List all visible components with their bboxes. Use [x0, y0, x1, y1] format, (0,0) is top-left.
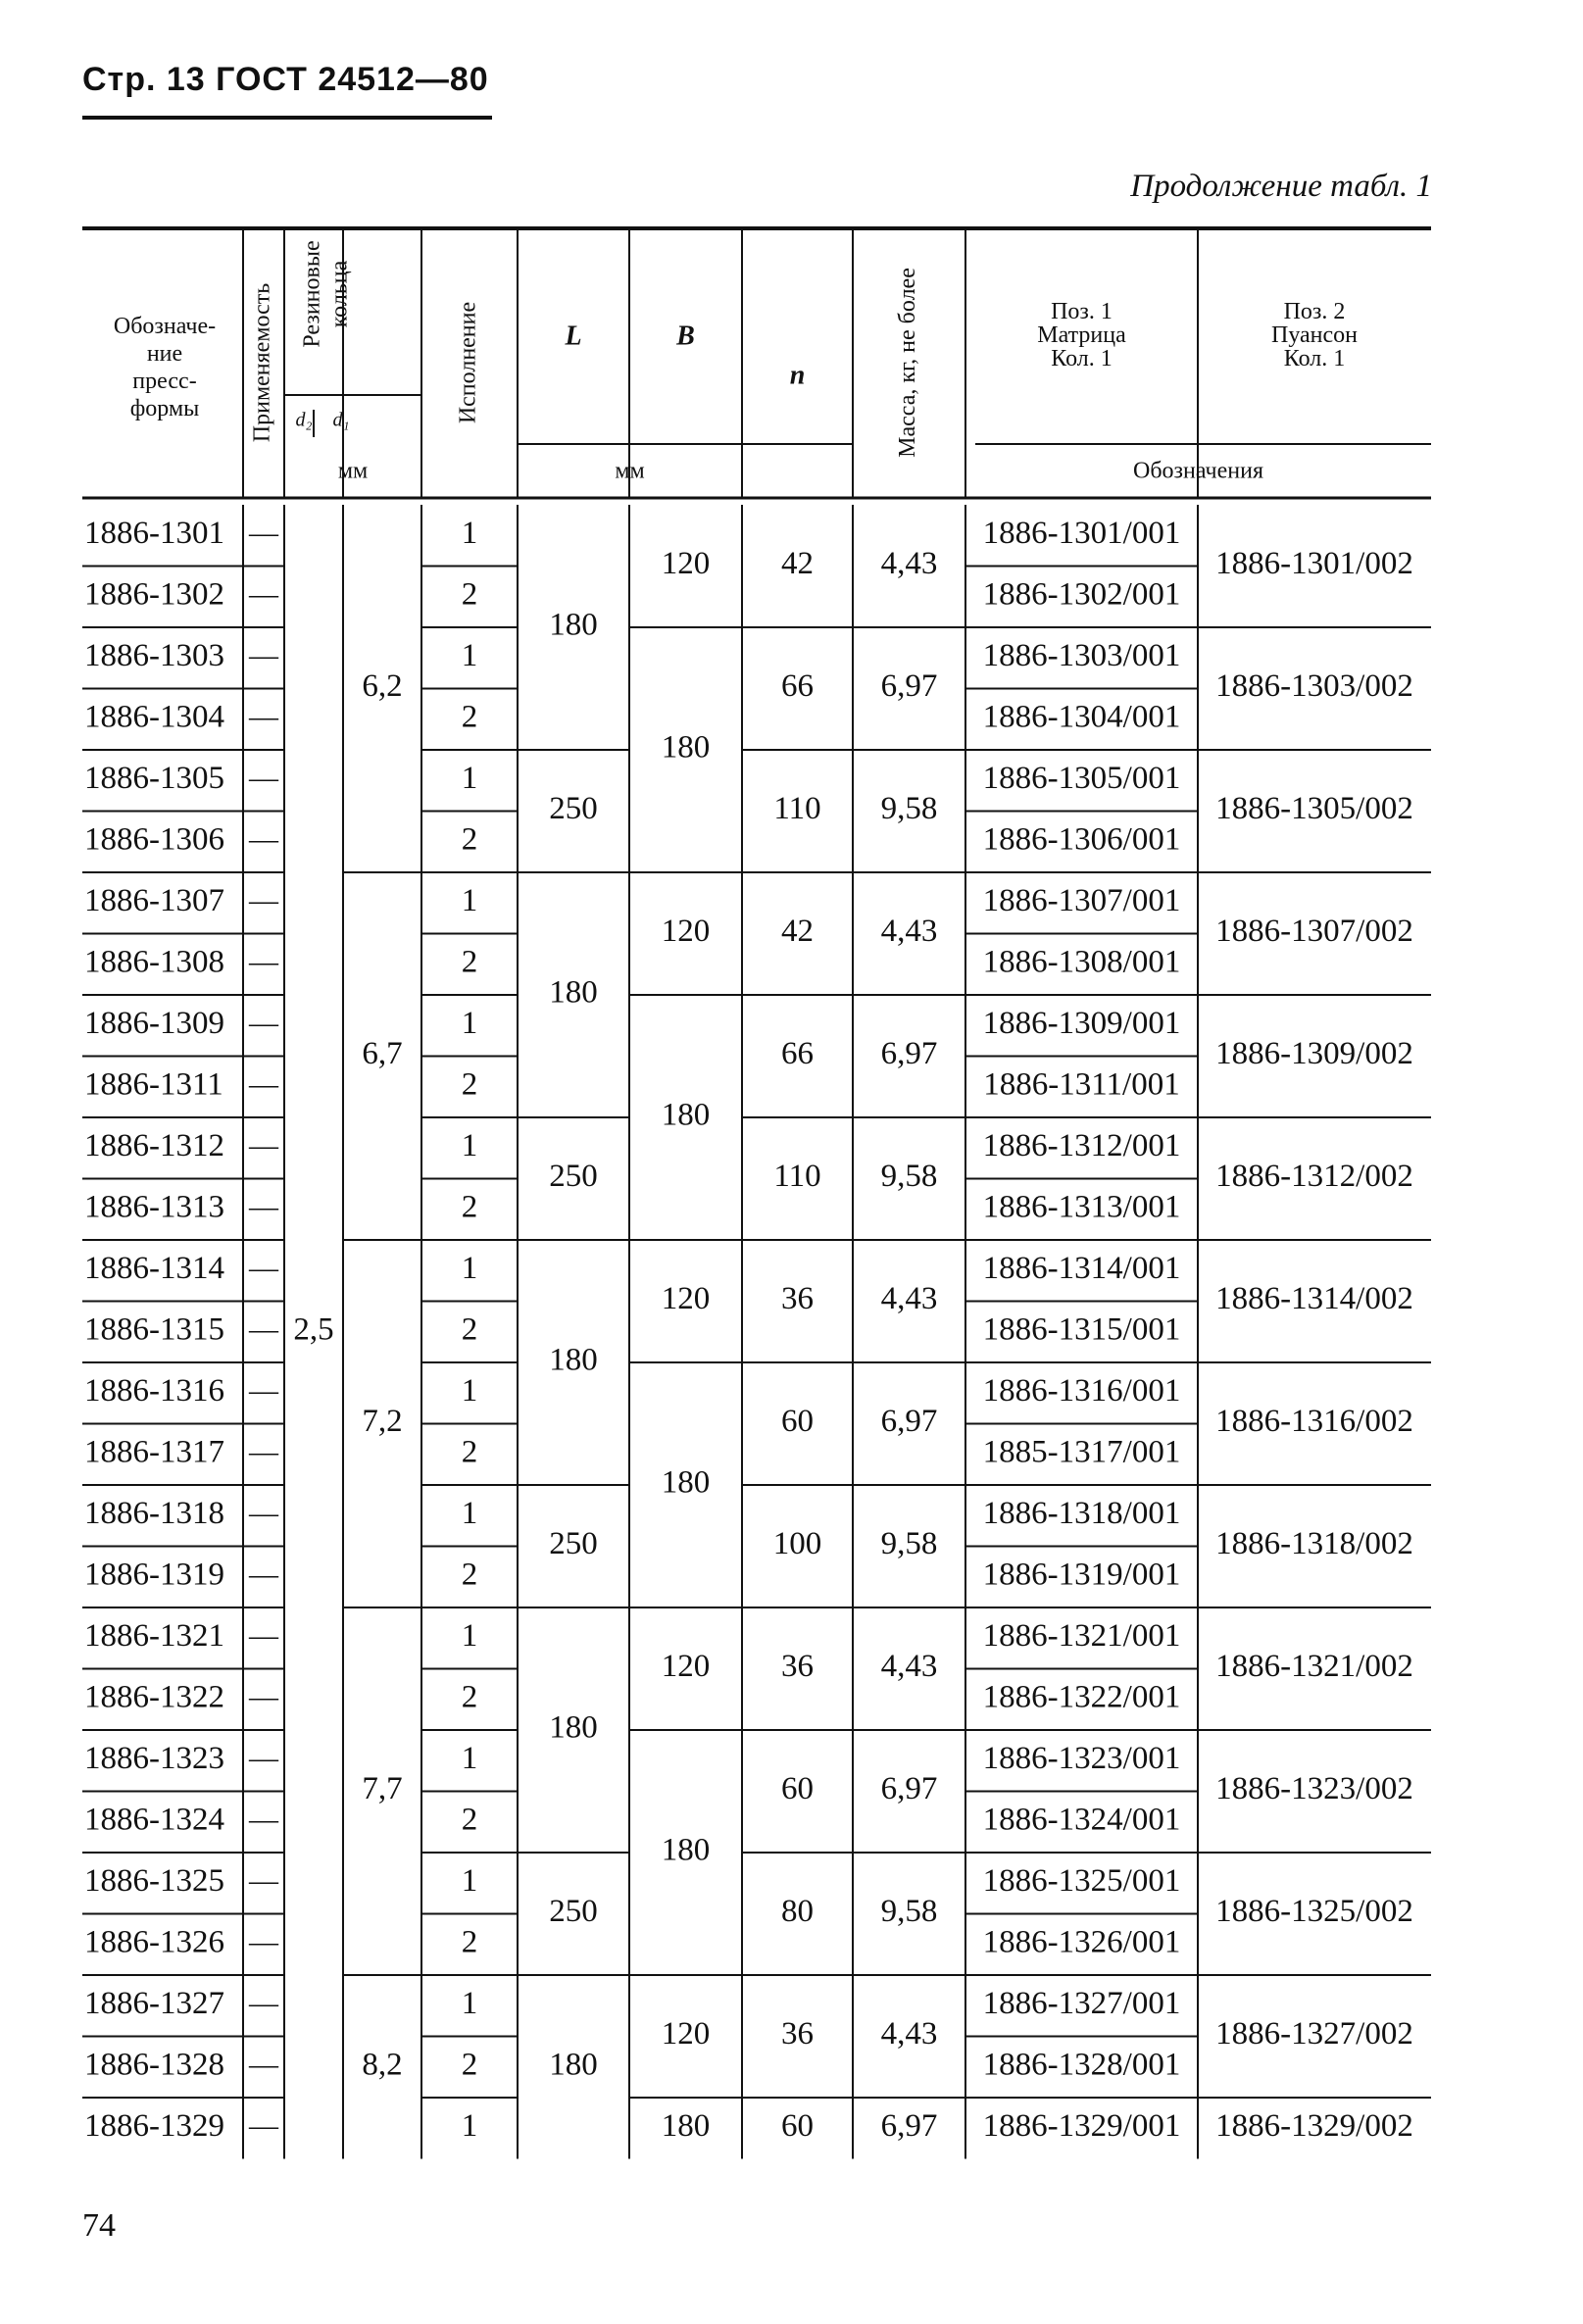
- pos2-designation-cell: 1886-1318/002: [1215, 1526, 1413, 1562]
- n-cell: 36: [781, 1281, 814, 1317]
- applicability-dash: —: [249, 1007, 278, 1040]
- execution-cell: 1: [461, 1250, 478, 1286]
- designation-cell: 1886-1326: [84, 1924, 224, 1960]
- execution-cell: 2: [461, 1557, 478, 1593]
- execution-cell: 2: [461, 1189, 478, 1225]
- applicability-dash: —: [249, 2048, 278, 2081]
- pos1-designation-cell: 1886-1323/001: [982, 1740, 1181, 1776]
- execution-cell: 1: [461, 1740, 478, 1776]
- applicability-dash: —: [249, 577, 278, 611]
- pos1-designation-cell: 1886-1305/001: [982, 760, 1181, 796]
- n-cell: 42: [781, 914, 814, 950]
- n-cell: 36: [781, 2016, 814, 2052]
- execution-cell: 1: [461, 1617, 478, 1654]
- d1-cell: 6,2: [362, 668, 403, 705]
- mass-cell: 4,43: [880, 1649, 938, 1685]
- B-cell: 120: [661, 914, 711, 950]
- designation-cell: 1886-1329: [84, 2107, 224, 2144]
- L-cell: 250: [549, 1159, 598, 1195]
- applicability-dash: —: [249, 639, 278, 672]
- applicability-dash: —: [249, 1864, 278, 1898]
- pos1-designation-cell: 1886-1308/001: [982, 944, 1181, 980]
- L-cell: 180: [549, 974, 598, 1011]
- pos2-designation-cell: 1886-1301/002: [1215, 546, 1413, 582]
- applicability-dash: —: [249, 1129, 278, 1162]
- designation-cell: 1886-1304: [84, 699, 224, 735]
- designation-cell: 1886-1315: [84, 1311, 224, 1348]
- pos2-designation-cell: 1886-1329/002: [1215, 2107, 1413, 2144]
- execution-cell: 2: [461, 576, 478, 613]
- B-cell: 180: [661, 1832, 711, 1868]
- header-applicability: Применяемость: [249, 282, 275, 443]
- designation-cell: 1886-1316: [84, 1372, 224, 1409]
- mass-cell: 9,58: [880, 1526, 938, 1562]
- execution-cell: 2: [461, 944, 478, 980]
- header-d1: d₁: [332, 409, 350, 431]
- d2-cell: 2,5: [293, 1311, 334, 1348]
- designation-cell: 1886-1303: [84, 637, 224, 673]
- designation-cell: 1886-1324: [84, 1802, 224, 1838]
- designation-cell: 1886-1309: [84, 1005, 224, 1041]
- execution-cell: 1: [461, 1985, 478, 2021]
- n-cell: 66: [781, 668, 814, 705]
- execution-cell: 2: [461, 1924, 478, 1960]
- execution-cell: 1: [461, 1005, 478, 1041]
- pos1-designation-cell: 1886-1309/001: [982, 1005, 1181, 1041]
- B-cell: 120: [661, 1649, 711, 1685]
- n-cell: 100: [772, 1526, 822, 1562]
- header-designations: Обозначения: [1132, 458, 1264, 484]
- applicability-dash: —: [249, 884, 278, 917]
- applicability-dash: —: [249, 1925, 278, 1958]
- pos1-designation-cell: 1886-1321/001: [982, 1617, 1181, 1654]
- header-rubber-rings: Резиновые: [299, 240, 325, 348]
- pos1-designation-cell: 1886-1318/001: [982, 1495, 1181, 1531]
- n-cell: 110: [773, 1159, 821, 1195]
- execution-cell: 1: [461, 1862, 478, 1899]
- designation-cell: 1886-1312: [84, 1127, 224, 1163]
- pos1-designation-cell: 1886-1311/001: [983, 1066, 1180, 1103]
- execution-cell: 1: [461, 882, 478, 918]
- pos1-designation-cell: 1886-1303/001: [982, 637, 1181, 673]
- page-header-title: Стр. 13 ГОСТ 24512—80: [82, 61, 489, 98]
- applicability-dash: —: [249, 1252, 278, 1285]
- applicability-dash: —: [249, 1803, 278, 1836]
- designation-cell: 1886-1306: [84, 821, 224, 858]
- pos1-designation-cell: 1886-1313/001: [982, 1189, 1181, 1225]
- n-cell: 80: [781, 1894, 814, 1930]
- n-cell: 42: [781, 546, 814, 582]
- applicability-dash: —: [249, 1190, 278, 1223]
- pos1-designation-cell: 1886-1325/001: [982, 1862, 1181, 1899]
- execution-cell: 2: [461, 1434, 478, 1470]
- execution-cell: 1: [461, 1127, 478, 1163]
- pos1-designation-cell: 1886-1304/001: [982, 699, 1181, 735]
- B-cell: 120: [661, 546, 711, 582]
- header-pos2: Поз. 2 Пуансон Кол. 1: [1270, 299, 1359, 371]
- d1-cell: 7,2: [362, 1404, 403, 1440]
- header-mm-lb: мм: [615, 458, 645, 484]
- applicability-dash: —: [249, 1435, 278, 1468]
- d1-cell: 8,2: [362, 2047, 403, 2083]
- applicability-dash: —: [249, 1497, 278, 1530]
- designation-cell: 1886-1314: [84, 1250, 224, 1286]
- pos2-designation-cell: 1886-1327/002: [1215, 2016, 1413, 2052]
- mass-cell: 6,97: [880, 668, 938, 705]
- n-cell: 60: [781, 2107, 814, 2144]
- execution-cell: 2: [461, 2047, 478, 2083]
- n-cell: 110: [773, 791, 821, 827]
- execution-cell: 2: [461, 821, 478, 858]
- designation-cell: 1886-1313: [84, 1189, 224, 1225]
- B-cell: 120: [661, 1281, 711, 1317]
- mass-cell: 6,97: [880, 1771, 938, 1807]
- B-cell: 180: [661, 729, 711, 766]
- applicability-dash: —: [249, 1619, 278, 1653]
- mass-cell: 9,58: [880, 791, 938, 827]
- execution-cell: 1: [461, 637, 478, 673]
- execution-cell: 1: [461, 1372, 478, 1409]
- header-pos1: Поз. 1 Матрица Кол. 1: [1037, 299, 1126, 371]
- mass-cell: 4,43: [880, 546, 938, 582]
- pos1-designation-cell: 1886-1306/001: [982, 821, 1181, 858]
- header-mass: Масса, кг, не более: [895, 268, 921, 458]
- L-cell: 180: [549, 1342, 598, 1378]
- header-execution: Исполнение: [455, 301, 481, 424]
- pos2-designation-cell: 1886-1303/002: [1215, 668, 1413, 705]
- applicability-dash: —: [249, 517, 278, 550]
- L-cell: 180: [549, 1709, 598, 1746]
- designation-cell: 1886-1321: [84, 1617, 224, 1654]
- pos1-designation-cell: 1886-1307/001: [982, 882, 1181, 918]
- pos1-designation-cell: 1886-1312/001: [982, 1127, 1181, 1163]
- L-cell: 180: [549, 2047, 598, 2083]
- header-d2: d₂: [295, 409, 313, 431]
- pos2-designation-cell: 1886-1305/002: [1215, 791, 1413, 827]
- designation-cell: 1886-1328: [84, 2047, 224, 2083]
- mass-cell: 4,43: [880, 914, 938, 950]
- execution-cell: 1: [461, 2107, 478, 2144]
- n-cell: 60: [781, 1771, 814, 1807]
- pos2-designation-cell: 1886-1312/002: [1215, 1159, 1413, 1195]
- n-cell: 66: [781, 1036, 814, 1072]
- pos1-designation-cell: 1886-1324/001: [982, 1802, 1181, 1838]
- L-cell: 250: [549, 1526, 598, 1562]
- designation-cell: 1886-1301: [84, 515, 224, 551]
- n-cell: 60: [781, 1404, 814, 1440]
- designation-cell: 1886-1308: [84, 944, 224, 980]
- header-mm-rings: мм: [337, 458, 369, 484]
- execution-cell: 2: [461, 1679, 478, 1715]
- L-cell: 250: [549, 791, 598, 827]
- execution-cell: 2: [461, 1066, 478, 1103]
- execution-cell: 2: [461, 1802, 478, 1838]
- applicability-dash: —: [249, 1987, 278, 2020]
- applicability-dash: —: [249, 700, 278, 733]
- mass-cell: 4,43: [880, 1281, 938, 1317]
- pos1-designation-cell: 1886-1326/001: [982, 1924, 1181, 1960]
- B-cell: 120: [661, 2016, 711, 2052]
- d1-cell: 6,7: [362, 1036, 403, 1072]
- mass-cell: 9,58: [880, 1159, 938, 1195]
- pos1-designation-cell: 1886-1327/001: [982, 1985, 1181, 2021]
- B-cell: 180: [661, 1464, 711, 1501]
- execution-cell: 1: [461, 1495, 478, 1531]
- execution-cell: 1: [461, 760, 478, 796]
- page-number: 74: [82, 2207, 116, 2244]
- pos1-designation-cell: 1886-1302/001: [982, 576, 1181, 613]
- L-cell: 180: [549, 607, 598, 643]
- header-designation: Обозначе-ние пресс-формы: [113, 314, 217, 421]
- applicability-dash: —: [249, 945, 278, 978]
- pos1-designation-cell: 1886-1322/001: [982, 1679, 1181, 1715]
- applicability-dash: —: [249, 2109, 278, 2143]
- L-cell: 250: [549, 1894, 598, 1930]
- pos1-designation-cell: 1886-1319/001: [982, 1557, 1181, 1593]
- pos1-designation-cell: 1886-1316/001: [982, 1372, 1181, 1409]
- mass-cell: 6,97: [880, 1036, 938, 1072]
- designation-cell: 1886-1325: [84, 1862, 224, 1899]
- mass-cell: 4,43: [880, 2016, 938, 2052]
- header-rubber-rings-2: кольца: [326, 260, 353, 328]
- pos2-designation-cell: 1886-1309/002: [1215, 1036, 1413, 1072]
- execution-cell: 1: [461, 515, 478, 551]
- applicability-dash: —: [249, 1680, 278, 1713]
- designation-cell: 1886-1323: [84, 1740, 224, 1776]
- pos2-designation-cell: 1886-1325/002: [1215, 1894, 1413, 1930]
- pos2-designation-cell: 1886-1314/002: [1215, 1281, 1413, 1317]
- designation-cell: 1886-1302: [84, 576, 224, 613]
- mass-cell: 6,97: [880, 1404, 938, 1440]
- applicability-dash: —: [249, 822, 278, 856]
- designation-cell: 1886-1322: [84, 1679, 224, 1715]
- table-continuation-caption: Продолжение табл. 1: [1130, 169, 1432, 204]
- designation-cell: 1886-1307: [84, 882, 224, 918]
- applicability-dash: —: [249, 1312, 278, 1346]
- applicability-dash: —: [249, 762, 278, 795]
- pos1-designation-cell: 1886-1301/001: [982, 515, 1181, 551]
- pos1-designation-cell: 1886-1329/001: [982, 2107, 1181, 2144]
- designation-cell: 1886-1311: [84, 1066, 223, 1103]
- pos2-designation-cell: 1886-1316/002: [1215, 1404, 1413, 1440]
- designation-cell: 1886-1318: [84, 1495, 224, 1531]
- applicability-dash: —: [249, 1374, 278, 1408]
- pos1-designation-cell: 1886-1315/001: [982, 1311, 1181, 1348]
- pos1-designation-cell: 1886-1314/001: [982, 1250, 1181, 1286]
- header-n: n: [789, 360, 806, 391]
- header-B: B: [676, 321, 695, 352]
- B-cell: 180: [661, 2107, 711, 2144]
- designation-cell: 1886-1317: [84, 1434, 224, 1470]
- designation-cell: 1886-1319: [84, 1557, 224, 1593]
- pos1-designation-cell: 1885-1317/001: [982, 1434, 1181, 1470]
- mass-cell: 9,58: [880, 1894, 938, 1930]
- applicability-dash: —: [249, 1558, 278, 1591]
- B-cell: 180: [661, 1097, 711, 1133]
- pos2-designation-cell: 1886-1323/002: [1215, 1771, 1413, 1807]
- mass-cell: 6,97: [880, 2107, 938, 2144]
- execution-cell: 2: [461, 1311, 478, 1348]
- n-cell: 36: [781, 1649, 814, 1685]
- execution-cell: 2: [461, 699, 478, 735]
- pos2-designation-cell: 1886-1307/002: [1215, 914, 1413, 950]
- d1-cell: 7,7: [362, 1771, 403, 1807]
- applicability-dash: —: [249, 1742, 278, 1775]
- applicability-dash: —: [249, 1067, 278, 1101]
- header-L: L: [565, 321, 582, 352]
- pos2-designation-cell: 1886-1321/002: [1215, 1649, 1413, 1685]
- designation-cell: 1886-1305: [84, 760, 224, 796]
- pos1-designation-cell: 1886-1328/001: [982, 2047, 1181, 2083]
- designation-cell: 1886-1327: [84, 1985, 224, 2021]
